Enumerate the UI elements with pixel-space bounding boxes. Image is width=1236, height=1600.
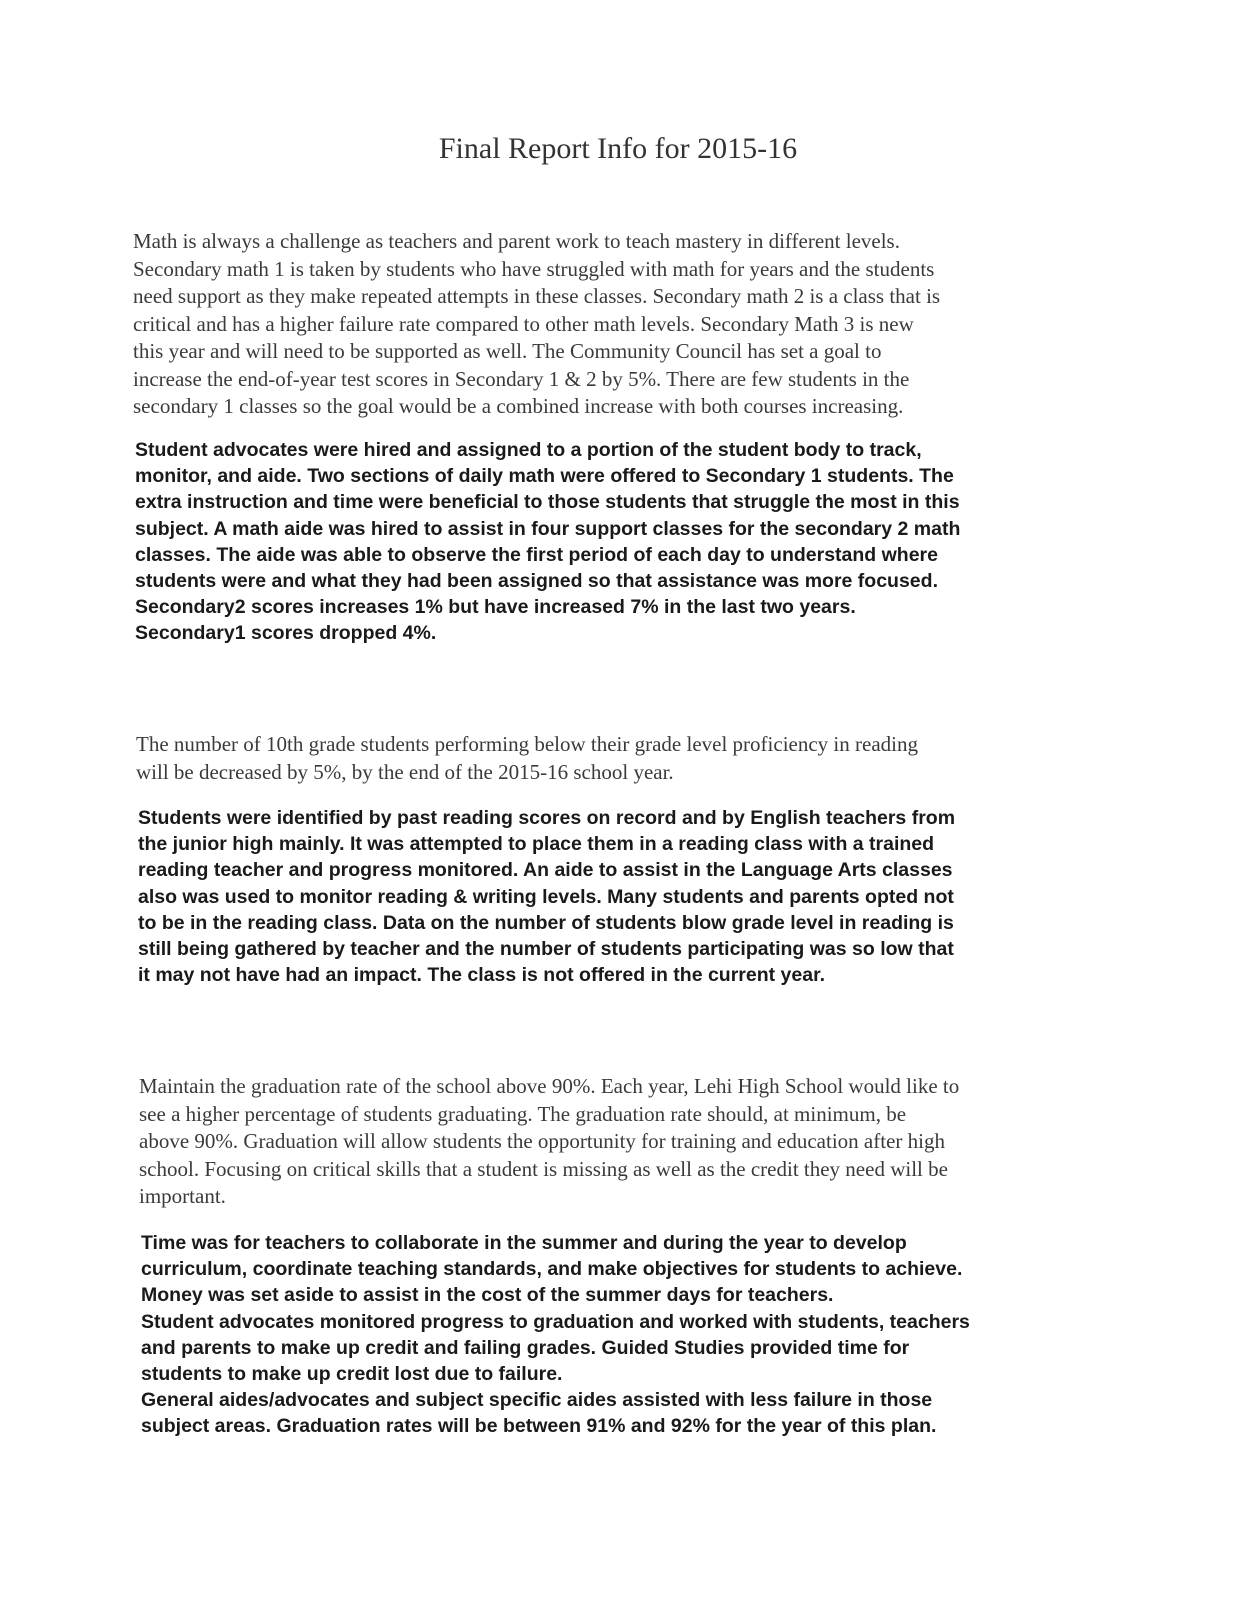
- text-line: Time was for teachers to collaborate in the summer and during the year to develop: [141, 1232, 907, 1254]
- text-line: subject areas. Graduation rates will be between 91% and 92% for the year of this plan.: [141, 1415, 937, 1438]
- text-line: need support as they make repeated attempts in these classes. Secondary math 2 is a class that is: [133, 284, 941, 308]
- math-goal-paragraph: [133, 228, 940, 421]
- text-line: also was used to monitor reading & writing levels. Many students and parents opted not: [138, 885, 954, 908]
- text-line: Money was set aside to assist in the cost of the summer days for teachers.: [141, 1284, 834, 1307]
- text-line: secondary 1 classes so the goal would be a combined increase with both courses increasing.: [133, 394, 904, 418]
- text-line: Student advocates were hired and assigned to a portion of the student body to track,: [135, 439, 922, 461]
- text-line: to be in the reading class. Data on the number of students blow grade level in reading is: [138, 911, 954, 934]
- graduation-result-paragraph: [141, 1230, 970, 1440]
- text-line: above 90%. Graduation will allow students the opportunity for training and education after high: [139, 1129, 945, 1153]
- text-line: Secondary math 1 is taken by students who have struggled with math for years and the students: [133, 256, 935, 281]
- math-result-paragraph: [135, 437, 960, 647]
- text-line: still being gathered by teacher and the number of students participating was so low that: [138, 938, 954, 961]
- text-line: General aides/advocates and subject specific aides assisted with less failure in those: [141, 1389, 933, 1412]
- text-line: important.: [139, 1184, 226, 1208]
- reading-result-paragraph: [138, 805, 955, 988]
- reading-goal-paragraph: [136, 731, 918, 786]
- text-line: and parents to make up credit and failing grades. Guided Studies provided time for: [141, 1336, 910, 1359]
- text-line: The number of 10th grade students performing below their grade level proficiency in reading: [136, 732, 918, 756]
- text-line: monitor, and aide. Two sections of daily math were offered to Secondary 1 students. The: [135, 465, 954, 488]
- text-line: it may not have had an impact. The class is not offered in the current year.: [138, 964, 826, 987]
- text-line: curriculum, coordinate teaching standards, and make objectives for students to achieve.: [141, 1258, 963, 1281]
- text-line: Students were identified by past reading scores on record and by English teachers from: [138, 807, 956, 829]
- text-line: school. Focusing on critical skills that a student is missing as well as the credit they need will be: [139, 1156, 948, 1181]
- text-line: will be decreased by 5%, by the end of the 2015-16 school year.: [136, 759, 674, 784]
- text-line: subject. A math aide was hired to assist in four support classes for the secondary 2 math: [135, 517, 961, 540]
- text-line: Math is always a challenge as teachers and parent work to teach mastery in different levels.: [133, 229, 900, 253]
- text-line: classes. The aide was able to observe the first period of each day to understand where: [135, 543, 938, 566]
- text-line: the junior high mainly. It was attempted to place them in a reading class with a trained: [138, 833, 935, 856]
- text-line: reading teacher and progress monitored. An aide to assist in the Language Arts classes: [138, 859, 953, 882]
- text-line: extra instruction and time were beneficial to those students that struggle the most in this: [135, 491, 960, 514]
- text-line: students to make up credit lost due to failure.: [141, 1363, 563, 1386]
- text-line: Student advocates monitored progress to graduation and worked with students, teachers: [141, 1310, 970, 1333]
- text-line: critical and has a higher failure rate compared to other math levels. Secondary Math 3 is new: [133, 311, 914, 336]
- text-line: this year and will need to be supported as well. The Community Council has set a goal to: [133, 339, 882, 363]
- text-line: Secondary1 scores dropped 4%.: [135, 622, 437, 645]
- page-title: Final Report Info for 2015-16: [438, 132, 798, 165]
- graduation-goal-paragraph: [139, 1073, 959, 1211]
- text-line: increase the end-of-year test scores in Secondary 1 & 2 by 5%. There are few students in the: [133, 366, 910, 391]
- text-line: students were and what they had been assigned so that assistance was more focused.: [135, 570, 938, 593]
- text-line: Maintain the graduation rate of the school above 90%. Each year, Lehi High School would like to: [139, 1074, 960, 1098]
- text-line: see a higher percentage of students graduating. The graduation rate should, at minimum, be: [139, 1101, 907, 1126]
- text-line: Secondary2 scores increases 1% but have increased 7% in the last two years.: [135, 596, 856, 619]
